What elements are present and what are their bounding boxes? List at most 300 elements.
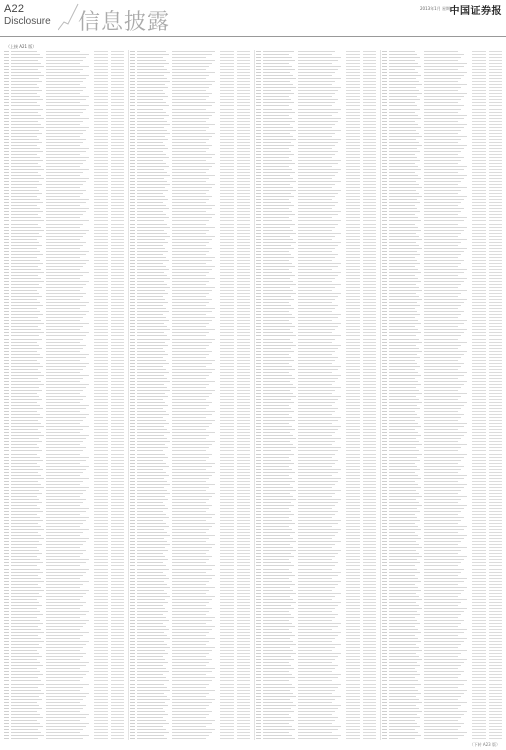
- row-text-placeholder: [263, 187, 293, 188]
- row-text-placeholder: [46, 112, 83, 113]
- row-text-placeholder: [94, 587, 108, 588]
- row-text-placeholder: [46, 714, 89, 715]
- row-text-placeholder: [46, 281, 89, 282]
- row-text-placeholder: [130, 69, 135, 70]
- row-text-placeholder: [256, 565, 261, 566]
- row-text-placeholder: [346, 708, 360, 709]
- row-text-placeholder: [298, 278, 335, 279]
- table-row: [130, 737, 251, 740]
- row-text-placeholder: [424, 441, 458, 442]
- row-text-placeholder: [11, 620, 40, 621]
- row-text-placeholder: [424, 199, 464, 200]
- row-text-placeholder: [111, 562, 124, 563]
- row-text-placeholder: [424, 190, 461, 191]
- row-text-placeholder: [472, 390, 486, 391]
- row-text-placeholder: [111, 575, 124, 576]
- row-text-placeholder: [94, 105, 108, 106]
- row-text-placeholder: [220, 481, 234, 482]
- row-text-placeholder: [172, 714, 209, 715]
- row-text-placeholder: [263, 326, 295, 327]
- row-text-placeholder: [172, 656, 206, 657]
- row-text-placeholder: [256, 714, 261, 715]
- row-text-placeholder: [137, 629, 169, 630]
- row-text-placeholder: [111, 75, 124, 76]
- row-text-placeholder: [137, 626, 166, 627]
- row-text-placeholder: [424, 205, 458, 206]
- row-text-placeholder: [130, 408, 135, 409]
- row-text-placeholder: [346, 323, 360, 324]
- row-text-placeholder: [11, 553, 42, 554]
- row-text-placeholder: [346, 620, 360, 621]
- row-text-placeholder: [298, 84, 332, 85]
- row-text-placeholder: [256, 717, 261, 718]
- row-text-placeholder: [130, 417, 135, 418]
- row-text-placeholder: [489, 490, 502, 491]
- row-text-placeholder: [4, 596, 9, 597]
- row-text-placeholder: [137, 544, 170, 545]
- row-text-placeholder: [11, 499, 39, 500]
- row-text-placeholder: [137, 190, 168, 191]
- row-text-placeholder: [130, 429, 135, 430]
- row-text-placeholder: [263, 372, 289, 373]
- row-text-placeholder: [424, 233, 461, 234]
- row-text-placeholder: [424, 369, 458, 370]
- row-text-placeholder: [237, 508, 250, 509]
- row-text-placeholder: [130, 496, 135, 497]
- row-text-placeholder: [256, 575, 261, 576]
- row-text-placeholder: [263, 587, 290, 588]
- row-text-placeholder: [346, 647, 360, 648]
- row-text-placeholder: [363, 308, 376, 309]
- row-text-placeholder: [256, 302, 261, 303]
- row-text-placeholder: [94, 118, 108, 119]
- row-text-placeholder: [11, 381, 41, 382]
- row-text-placeholder: [46, 332, 89, 333]
- row-text-placeholder: [256, 405, 261, 406]
- row-text-placeholder: [220, 553, 234, 554]
- row-text-placeholder: [4, 360, 9, 361]
- row-text-placeholder: [363, 314, 376, 315]
- row-text-placeholder: [4, 69, 9, 70]
- row-text-placeholder: [237, 233, 250, 234]
- row-text-placeholder: [382, 351, 387, 352]
- row-text-placeholder: [220, 438, 234, 439]
- row-text-placeholder: [220, 224, 234, 225]
- row-text-placeholder: [137, 420, 166, 421]
- row-text-placeholder: [46, 293, 86, 294]
- row-text-placeholder: [363, 441, 376, 442]
- row-text-placeholder: [363, 623, 376, 624]
- row-text-placeholder: [4, 438, 9, 439]
- row-text-placeholder: [94, 687, 108, 688]
- row-text-placeholder: [489, 205, 502, 206]
- row-text-placeholder: [389, 66, 421, 67]
- row-text-placeholder: [389, 342, 422, 343]
- row-text-placeholder: [389, 63, 418, 64]
- row-text-placeholder: [94, 84, 108, 85]
- row-text-placeholder: [256, 357, 261, 358]
- row-text-placeholder: [11, 127, 44, 128]
- row-text-placeholder: [382, 51, 387, 52]
- row-text-placeholder: [489, 478, 502, 479]
- row-text-placeholder: [46, 384, 89, 385]
- row-text-placeholder: [137, 142, 163, 143]
- row-text-placeholder: [172, 196, 212, 197]
- row-text-placeholder: [346, 429, 360, 430]
- row-text-placeholder: [137, 187, 165, 188]
- row-text-placeholder: [137, 348, 163, 349]
- row-text-placeholder: [256, 693, 261, 694]
- row-text-placeholder: [382, 317, 387, 318]
- row-text-placeholder: [11, 432, 41, 433]
- row-text-placeholder: [46, 726, 86, 727]
- row-text-placeholder: [220, 460, 234, 461]
- row-text-placeholder: [172, 378, 206, 379]
- row-text-placeholder: [4, 690, 9, 691]
- row-text-placeholder: [472, 181, 486, 182]
- row-text-placeholder: [263, 556, 294, 557]
- row-text-placeholder: [389, 447, 416, 448]
- row-text-placeholder: [263, 345, 296, 346]
- row-text-placeholder: [11, 239, 37, 240]
- row-text-placeholder: [137, 617, 166, 618]
- row-text-placeholder: [346, 112, 360, 113]
- row-text-placeholder: [130, 193, 135, 194]
- row-text-placeholder: [94, 393, 108, 394]
- row-text-placeholder: [263, 151, 291, 152]
- row-text-placeholder: [382, 354, 387, 355]
- row-text-placeholder: [382, 481, 387, 482]
- row-text-placeholder: [489, 217, 502, 218]
- row-text-placeholder: [111, 60, 124, 61]
- row-text-placeholder: [111, 496, 124, 497]
- row-text-placeholder: [363, 269, 376, 270]
- row-text-placeholder: [11, 354, 40, 355]
- row-text-placeholder: [172, 263, 206, 264]
- row-text-placeholder: [382, 335, 387, 336]
- row-text-placeholder: [137, 339, 170, 340]
- row-text-placeholder: [4, 593, 9, 594]
- row-text-placeholder: [130, 375, 135, 376]
- row-text-placeholder: [94, 211, 108, 212]
- row-text-placeholder: [94, 699, 108, 700]
- row-text-placeholder: [298, 544, 335, 545]
- row-text-placeholder: [298, 287, 335, 288]
- row-text-placeholder: [256, 199, 261, 200]
- row-text-placeholder: [256, 248, 261, 249]
- row-text-placeholder: [11, 481, 38, 482]
- row-text-placeholder: [472, 93, 486, 94]
- row-text-placeholder: [298, 623, 341, 624]
- row-text-placeholder: [363, 638, 376, 639]
- row-text-placeholder: [130, 248, 135, 249]
- row-text-placeholder: [111, 133, 124, 134]
- row-text-placeholder: [472, 405, 486, 406]
- row-text-placeholder: [298, 66, 341, 67]
- row-text-placeholder: [472, 339, 486, 340]
- row-text-placeholder: [237, 257, 250, 258]
- row-text-placeholder: [489, 169, 502, 170]
- row-text-placeholder: [472, 308, 486, 309]
- row-text-placeholder: [389, 230, 421, 231]
- row-text-placeholder: [256, 148, 261, 149]
- row-text-placeholder: [389, 124, 418, 125]
- row-text-placeholder: [4, 57, 9, 58]
- row-text-placeholder: [298, 587, 335, 588]
- row-text-placeholder: [137, 590, 164, 591]
- row-text-placeholder: [424, 160, 461, 161]
- row-text-placeholder: [11, 275, 38, 276]
- row-text-placeholder: [172, 63, 212, 64]
- row-text-placeholder: [237, 602, 250, 603]
- row-text-placeholder: [472, 224, 486, 225]
- row-text-placeholder: [363, 72, 376, 73]
- row-text-placeholder: [298, 99, 338, 100]
- row-text-placeholder: [11, 96, 40, 97]
- row-text-placeholder: [220, 51, 234, 52]
- row-text-placeholder: [46, 450, 83, 451]
- row-text-placeholder: [130, 81, 135, 82]
- row-text-placeholder: [111, 381, 124, 382]
- row-text-placeholder: [137, 578, 169, 579]
- row-text-placeholder: [130, 260, 135, 261]
- row-text-placeholder: [111, 469, 124, 470]
- row-text-placeholder: [346, 544, 360, 545]
- row-text-placeholder: [46, 559, 89, 560]
- row-text-placeholder: [11, 696, 39, 697]
- row-text-placeholder: [298, 550, 341, 551]
- row-text-placeholder: [130, 233, 135, 234]
- row-text-placeholder: [346, 187, 360, 188]
- row-text-placeholder: [4, 323, 9, 324]
- row-text-placeholder: [172, 102, 215, 103]
- row-text-placeholder: [137, 124, 170, 125]
- row-text-placeholder: [11, 263, 43, 264]
- row-text-placeholder: [130, 320, 135, 321]
- row-text-placeholder: [94, 208, 108, 209]
- row-text-placeholder: [46, 496, 80, 497]
- row-text-placeholder: [111, 193, 124, 194]
- row-text-placeholder: [237, 420, 250, 421]
- row-text-placeholder: [363, 438, 376, 439]
- row-text-placeholder: [424, 227, 467, 228]
- row-text-placeholder: [424, 296, 458, 297]
- row-text-placeholder: [382, 227, 387, 228]
- row-text-placeholder: [382, 96, 387, 97]
- row-text-placeholder: [424, 396, 461, 397]
- row-text-placeholder: [382, 93, 387, 94]
- row-text-placeholder: [382, 342, 387, 343]
- row-text-placeholder: [220, 635, 234, 636]
- row-text-placeholder: [130, 239, 135, 240]
- row-text-placeholder: [489, 378, 502, 379]
- row-text-placeholder: [172, 478, 209, 479]
- row-text-placeholder: [363, 447, 376, 448]
- row-text-placeholder: [46, 481, 83, 482]
- row-text-placeholder: [11, 54, 40, 55]
- row-text-placeholder: [130, 217, 135, 218]
- row-text-placeholder: [11, 311, 40, 312]
- row-text-placeholder: [237, 444, 250, 445]
- row-text-placeholder: [346, 680, 360, 681]
- row-text-placeholder: [94, 224, 108, 225]
- row-text-placeholder: [220, 305, 234, 306]
- row-text-placeholder: [220, 245, 234, 246]
- row-text-placeholder: [4, 656, 9, 657]
- row-text-placeholder: [256, 466, 261, 467]
- row-text-placeholder: [172, 354, 209, 355]
- row-text-placeholder: [172, 72, 215, 73]
- row-text-placeholder: [256, 550, 261, 551]
- row-text-placeholder: [111, 671, 124, 672]
- row-text-placeholder: [137, 345, 168, 346]
- row-text-placeholder: [111, 447, 124, 448]
- row-text-placeholder: [94, 680, 108, 681]
- row-text-placeholder: [263, 671, 289, 672]
- row-text-placeholder: [46, 360, 80, 361]
- row-text-placeholder: [137, 178, 164, 179]
- row-text-placeholder: [382, 484, 387, 485]
- row-text-placeholder: [472, 435, 486, 436]
- row-text-placeholder: [237, 499, 250, 500]
- row-text-placeholder: [346, 635, 360, 636]
- row-text-placeholder: [382, 239, 387, 240]
- row-text-placeholder: [220, 435, 234, 436]
- row-text-placeholder: [137, 608, 165, 609]
- row-text-placeholder: [472, 475, 486, 476]
- row-text-placeholder: [263, 296, 291, 297]
- row-text-placeholder: [94, 463, 108, 464]
- row-text-placeholder: [137, 233, 167, 234]
- row-text-placeholder: [424, 202, 461, 203]
- row-text-placeholder: [389, 99, 420, 100]
- row-text-placeholder: [389, 366, 420, 367]
- row-text-placeholder: [94, 487, 108, 488]
- row-text-placeholder: [489, 127, 502, 128]
- row-text-placeholder: [298, 505, 335, 506]
- row-text-placeholder: [220, 656, 234, 657]
- row-text-placeholder: [46, 381, 80, 382]
- row-text-placeholder: [220, 335, 234, 336]
- row-text-placeholder: [130, 680, 135, 681]
- row-text-placeholder: [172, 57, 206, 58]
- row-text-placeholder: [382, 432, 387, 433]
- row-text-placeholder: [298, 118, 341, 119]
- row-text-placeholder: [11, 671, 40, 672]
- row-text-placeholder: [172, 239, 212, 240]
- row-text-placeholder: [220, 720, 234, 721]
- row-text-placeholder: [172, 118, 209, 119]
- row-text-placeholder: [172, 690, 215, 691]
- row-text-placeholder: [489, 81, 502, 82]
- row-text-placeholder: [130, 381, 135, 382]
- row-text-placeholder: [472, 63, 486, 64]
- row-text-placeholder: [111, 139, 124, 140]
- row-text-placeholder: [137, 287, 170, 288]
- row-text-placeholder: [111, 553, 124, 554]
- row-text-placeholder: [298, 541, 341, 542]
- row-text-placeholder: [4, 671, 9, 672]
- row-text-placeholder: [346, 550, 360, 551]
- row-text-placeholder: [489, 248, 502, 249]
- row-text-placeholder: [346, 102, 360, 103]
- row-text-placeholder: [489, 329, 502, 330]
- row-text-placeholder: [111, 732, 124, 733]
- row-text-placeholder: [346, 466, 360, 467]
- row-text-placeholder: [130, 590, 135, 591]
- row-text-placeholder: [94, 184, 108, 185]
- row-text-placeholder: [237, 127, 250, 128]
- row-text-placeholder: [172, 620, 212, 621]
- row-text-placeholder: [4, 293, 9, 294]
- row-text-placeholder: [298, 656, 338, 657]
- row-text-placeholder: [256, 109, 261, 110]
- row-text-placeholder: [237, 211, 250, 212]
- row-text-placeholder: [389, 469, 420, 470]
- row-text-placeholder: [130, 653, 135, 654]
- row-text-placeholder: [111, 578, 124, 579]
- row-text-placeholder: [298, 342, 332, 343]
- row-text-placeholder: [94, 496, 108, 497]
- row-text-placeholder: [237, 650, 250, 651]
- row-text-placeholder: [4, 248, 9, 249]
- row-text-placeholder: [424, 460, 461, 461]
- row-text-placeholder: [263, 690, 290, 691]
- row-text-placeholder: [298, 450, 338, 451]
- row-text-placeholder: [363, 181, 376, 182]
- row-text-placeholder: [263, 553, 291, 554]
- row-text-placeholder: [4, 157, 9, 158]
- row-text-placeholder: [4, 317, 9, 318]
- row-text-placeholder: [263, 402, 294, 403]
- row-text-placeholder: [172, 578, 212, 579]
- row-text-placeholder: [363, 711, 376, 712]
- row-text-placeholder: [298, 339, 335, 340]
- row-text-placeholder: [94, 239, 108, 240]
- row-text-placeholder: [346, 720, 360, 721]
- row-text-placeholder: [172, 472, 215, 473]
- row-text-placeholder: [137, 505, 165, 506]
- row-text-placeholder: [263, 287, 290, 288]
- row-text-placeholder: [137, 454, 165, 455]
- row-text-placeholder: [363, 363, 376, 364]
- row-text-placeholder: [46, 51, 80, 52]
- row-text-placeholder: [94, 641, 108, 642]
- row-text-placeholder: [389, 432, 418, 433]
- row-text-placeholder: [298, 635, 338, 636]
- row-text-placeholder: [172, 96, 209, 97]
- row-text-placeholder: [137, 66, 164, 67]
- row-text-placeholder: [256, 656, 261, 657]
- row-text-placeholder: [46, 526, 80, 527]
- row-text-placeholder: [172, 236, 215, 237]
- row-text-placeholder: [298, 242, 341, 243]
- row-text-placeholder: [94, 66, 108, 67]
- row-text-placeholder: [11, 532, 38, 533]
- row-text-placeholder: [11, 699, 42, 700]
- row-text-placeholder: [11, 590, 44, 591]
- row-text-placeholder: [263, 547, 293, 548]
- row-text-placeholder: [489, 263, 502, 264]
- row-text-placeholder: [220, 641, 234, 642]
- row-text-placeholder: [46, 99, 86, 100]
- row-text-placeholder: [4, 357, 9, 358]
- row-text-placeholder: [4, 239, 9, 240]
- row-text-placeholder: [237, 684, 250, 685]
- row-text-placeholder: [172, 708, 206, 709]
- row-text-placeholder: [111, 236, 124, 237]
- row-text-placeholder: [346, 454, 360, 455]
